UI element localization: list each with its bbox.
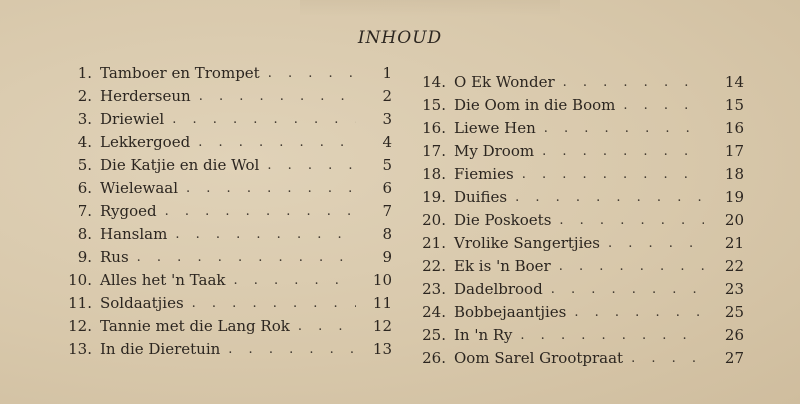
toc-entry	[416, 278, 744, 301]
toc-entry	[416, 71, 744, 94]
entry-page-number: 21	[724, 234, 744, 252]
entry-number: 13.	[68, 340, 92, 358]
entry-page-number: 23	[724, 280, 744, 298]
entry-page-number: 8	[382, 225, 392, 243]
dot-leader	[551, 278, 704, 301]
entry-number: 12.	[68, 317, 92, 335]
entry-number: 22.	[422, 257, 446, 275]
entry-title: Dadelbrood	[454, 280, 543, 298]
toc-entry	[62, 85, 392, 108]
dot-leader	[198, 131, 356, 154]
dot-leader	[137, 246, 356, 269]
entry-page-number: 12	[372, 317, 392, 335]
toc-entry	[62, 62, 392, 85]
toc-entry	[416, 347, 744, 370]
entry-page-number: 27	[724, 349, 744, 367]
entry-page-number: 18	[724, 165, 744, 183]
entry-number: 15.	[422, 96, 446, 114]
entry-number: 26.	[422, 349, 446, 367]
entry-number: 8.	[77, 225, 92, 243]
toc-entry	[62, 315, 392, 338]
entry-title: Tannie met die Lang Rok	[100, 317, 290, 335]
entry-page-number: 16	[724, 119, 744, 137]
entry-number: 16.	[422, 119, 446, 137]
toc-entry	[416, 163, 744, 186]
dot-leader	[165, 200, 356, 223]
dot-leader	[559, 255, 704, 278]
entry-number: 11.	[68, 294, 92, 312]
dot-leader	[233, 269, 356, 292]
entry-title: Ek is 'n Boer	[454, 257, 551, 275]
dot-leader	[186, 177, 356, 200]
dot-leader	[522, 163, 704, 186]
entry-number: 9.	[77, 248, 92, 266]
entry-title: Vrolike Sangertjies	[454, 234, 600, 252]
entry-number: 20.	[422, 211, 446, 229]
dot-leader	[268, 62, 356, 85]
entry-number: 19.	[422, 188, 446, 206]
dot-leader	[515, 186, 704, 209]
entry-page-number: 26	[724, 326, 744, 344]
dot-leader	[623, 94, 704, 117]
dot-leader	[192, 292, 356, 315]
entry-page-number: 19	[724, 188, 744, 206]
toc-entry	[62, 292, 392, 315]
entry-number: 21.	[422, 234, 446, 252]
toc-entry	[416, 186, 744, 209]
entry-title: Rus	[100, 248, 129, 266]
entry-page-number: 1	[382, 64, 392, 82]
toc-entry	[416, 209, 744, 232]
entry-number: 24.	[422, 303, 446, 321]
entry-number: 5.	[77, 156, 92, 174]
entry-page-number: 2	[382, 87, 392, 105]
entry-number: 4.	[77, 133, 92, 151]
entry-title: My Droom	[454, 142, 535, 160]
toc-entry	[62, 108, 392, 131]
toc-entry	[62, 177, 392, 200]
dot-leader	[559, 209, 704, 232]
entry-title: Hanslam	[100, 225, 168, 243]
entry-number: 3.	[77, 110, 92, 128]
dot-leader	[199, 85, 356, 108]
entry-number: 10.	[68, 271, 92, 289]
toc-entry	[416, 117, 744, 140]
toc-entry	[62, 200, 392, 223]
entry-page-number: 25	[724, 303, 744, 321]
dot-leader	[574, 301, 704, 324]
entry-title: Die Katjie en die Wol	[100, 156, 260, 174]
entry-title: Driewiel	[100, 110, 165, 128]
entry-page-number: 7	[382, 202, 392, 220]
entry-title: Die Poskoets	[454, 211, 552, 229]
entry-number: 18.	[422, 165, 446, 183]
entry-title: Herderseun	[100, 87, 191, 105]
entry-page-number: 15	[724, 96, 744, 114]
dot-leader	[631, 347, 704, 370]
toc-entry	[416, 140, 744, 163]
entry-title: Oom Sarel Grootpraat	[454, 349, 624, 367]
entry-title: Fiemies	[454, 165, 514, 183]
dot-leader	[172, 108, 356, 131]
toc-entry	[62, 131, 392, 154]
entry-title: Wielewaal	[100, 179, 179, 197]
toc-entry	[416, 94, 744, 117]
toc-entry	[62, 154, 392, 177]
entry-number: 6.	[77, 179, 92, 197]
entry-number: 14.	[422, 73, 446, 91]
dot-leader	[608, 232, 704, 255]
toc-entry	[416, 324, 744, 347]
entry-number: 1.	[77, 64, 92, 82]
entry-page-number: 14	[724, 73, 744, 91]
entry-page-number: 9	[382, 248, 392, 266]
page-title: INHOUD	[357, 28, 443, 48]
entry-page-number: 20	[724, 211, 744, 229]
entry-page-number: 11	[372, 294, 392, 312]
entry-page-number: 6	[382, 179, 392, 197]
entry-title: Die Oom in die Boom	[454, 96, 616, 114]
dot-leader	[175, 223, 356, 246]
toc-entry	[62, 338, 392, 361]
toc-right-column	[416, 71, 744, 370]
entry-title: Alles het 'n Taak	[100, 271, 226, 289]
entry-title: Liewe Hen	[454, 119, 536, 137]
entry-page-number: 22	[724, 257, 744, 275]
entry-title: In 'n Ry	[454, 326, 513, 344]
entry-title: Rygoed	[100, 202, 157, 220]
toc-entry	[62, 223, 392, 246]
toc-entry	[416, 301, 744, 324]
entry-title: Lekkergoed	[100, 133, 191, 151]
dot-leader	[267, 154, 356, 177]
entry-page-number: 13	[372, 340, 392, 358]
toc-entry	[416, 232, 744, 255]
entry-number: 2.	[77, 87, 92, 105]
dot-leader	[542, 140, 704, 163]
entry-title: In die Dieretuin	[100, 340, 221, 358]
entry-title: Bobbejaantjies	[454, 303, 567, 321]
toc-entry	[62, 269, 392, 292]
toc-entry	[416, 255, 744, 278]
entry-title: Duifies	[454, 188, 508, 206]
dot-leader	[298, 315, 356, 338]
entry-page-number: 5	[382, 156, 392, 174]
dot-leader	[563, 71, 704, 94]
dot-leader	[544, 117, 704, 140]
entry-page-number: 3	[382, 110, 392, 128]
show-through-shadow	[300, 0, 560, 16]
dot-leader	[520, 324, 704, 347]
entry-title: O Ek Wonder	[454, 73, 555, 91]
entry-title: Soldaatjies	[100, 294, 184, 312]
toc-entry	[62, 246, 392, 269]
entry-number: 23.	[422, 280, 446, 298]
dot-leader	[228, 338, 356, 361]
entry-title: Tamboer en Trompet	[100, 64, 260, 82]
entry-number: 7.	[77, 202, 92, 220]
entry-page-number: 10	[372, 271, 392, 289]
entry-page-number: 4	[382, 133, 392, 151]
entry-number: 25.	[422, 326, 446, 344]
toc-left-column	[62, 62, 392, 361]
entry-number: 17.	[422, 142, 446, 160]
entry-page-number: 17	[724, 142, 744, 160]
